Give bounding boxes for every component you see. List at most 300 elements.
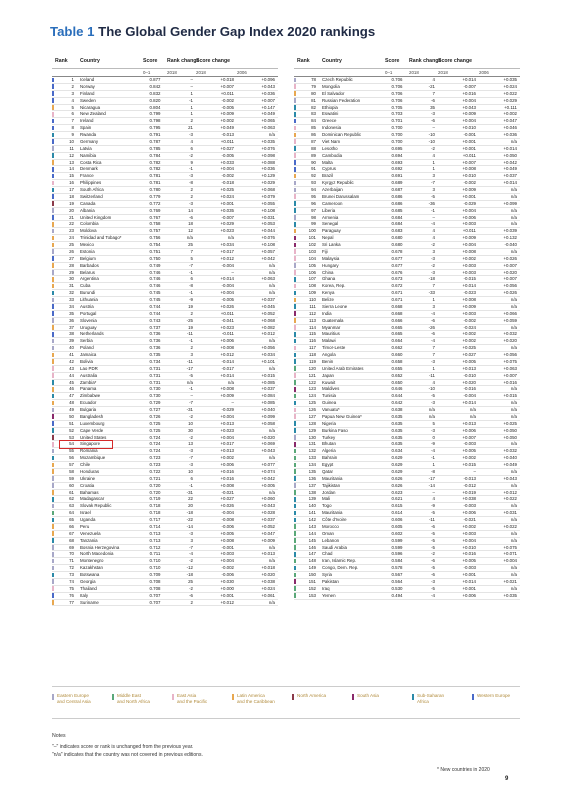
score-cell: 0.686 <box>391 200 403 206</box>
score-change-2018-cell: +0.004 <box>462 537 476 543</box>
region-swatch <box>52 408 54 413</box>
rank-change-cell: -6 <box>431 572 435 577</box>
region-swatch <box>52 359 54 364</box>
region-swatch <box>294 298 296 303</box>
score-cell: 0.706 <box>391 97 403 103</box>
rank-change-cell: -3 <box>431 255 435 261</box>
country-cell: United Kingdom <box>80 214 112 220</box>
country-cell: Sierra Leone <box>322 303 348 309</box>
table-row <box>294 572 520 579</box>
score-change-2006-cell: +0.007 <box>503 262 517 268</box>
score-change-2006-cell: +0.029 <box>503 97 517 103</box>
table-row <box>294 413 520 420</box>
rank-cell: 42 <box>69 358 74 364</box>
rank-cell: 98 <box>311 214 316 220</box>
table-row <box>294 407 520 414</box>
rank-cell: 33 <box>69 297 74 302</box>
score-cell: 0.758 <box>149 221 161 227</box>
table-row <box>52 90 278 97</box>
table-row <box>294 523 520 530</box>
rank-change-cell: -14 <box>186 523 193 529</box>
rank-cell: 22 <box>69 221 74 227</box>
header-country: Country <box>77 56 143 69</box>
rank-cell: 146 <box>308 544 316 550</box>
rank-change-cell: -3 <box>189 200 193 206</box>
score-change-2018-cell: +0.026 <box>220 303 234 309</box>
region-swatch <box>294 284 296 289</box>
score-cell: 0.751 <box>149 248 161 254</box>
country-cell: Italy <box>80 592 89 598</box>
score-cell: 0.686 <box>391 193 403 199</box>
region-swatch <box>294 524 296 529</box>
score-cell: 0.693 <box>391 159 403 165</box>
table-row <box>294 448 520 455</box>
table-row <box>294 585 520 592</box>
table-row <box>294 434 520 441</box>
score-change-2006-cell: n/a <box>510 503 517 509</box>
country-cell: Maldives <box>322 386 340 392</box>
country-cell: Tunisia <box>322 393 336 399</box>
region-swatch <box>294 188 296 193</box>
region-swatch <box>52 366 54 371</box>
country-cell: Czech Republic <box>322 77 353 82</box>
rank-cell: 79 <box>311 83 316 89</box>
score-change-2018-cell: +0.027 <box>220 145 234 151</box>
country-cell: Yemen <box>322 592 336 598</box>
country-cell: Kazakhstan <box>80 565 103 571</box>
country-cell: Mali <box>322 496 331 502</box>
rank-cell: 44 <box>69 372 74 378</box>
region-swatch <box>52 126 54 131</box>
region-swatch <box>52 442 54 447</box>
score-cell: 0.623 <box>391 489 403 495</box>
rank-cell: 85 <box>311 125 316 131</box>
score-change-2018-cell: +0.035 <box>220 207 234 213</box>
rank-change-cell: -33 <box>428 290 435 296</box>
rank-cell: 6 <box>71 111 74 117</box>
region-swatch <box>52 566 54 571</box>
rank-cell: 76 <box>69 592 74 598</box>
score-cell: 0.745 <box>149 297 161 302</box>
score-change-2018-cell: +0.025 <box>220 187 234 192</box>
country-cell: Cape Verde <box>80 427 104 433</box>
score-cell: 0.743 <box>149 317 161 323</box>
page-title <box>50 24 375 39</box>
score-change-2018-cell: +0.007 <box>462 159 476 165</box>
rank-cell: 113 <box>309 317 316 323</box>
table-row <box>52 180 278 187</box>
score-change-2018-cell: n/a <box>227 235 234 241</box>
country-cell: Namibia <box>80 152 97 158</box>
table-row <box>52 221 278 228</box>
score-change-2006-cell: +0.029 <box>261 180 275 186</box>
header-rank-change: Rank change <box>409 56 438 69</box>
region-swatch <box>52 511 54 516</box>
region-swatch <box>52 236 54 241</box>
table-row <box>294 338 520 345</box>
score-cell: 0.744 <box>149 310 161 316</box>
rank-cell: 75 <box>69 585 74 591</box>
score-change-2006-cell: +0.085 <box>261 379 275 385</box>
score-cell: 0.677 <box>391 255 403 261</box>
rank-cell: 90 <box>311 159 316 165</box>
table-row <box>52 152 278 159</box>
score-cell: 0.717 <box>149 517 161 522</box>
rank-change-cell: 1 <box>190 104 193 110</box>
score-change-2006-cell: +0.021 <box>503 578 517 584</box>
rank-change-cell: -11 <box>428 517 435 522</box>
score-change-2006-cell: +0.044 <box>261 228 275 234</box>
header-score-change: Score change <box>438 56 520 69</box>
score-change-2006-cell: +0.016 <box>503 379 517 385</box>
table-row <box>294 352 520 359</box>
score-cell: 0.723 <box>149 455 161 461</box>
table-row <box>52 118 278 125</box>
score-change-2006-cell: +0.007 <box>503 276 517 282</box>
rank-change-cell: 4 <box>432 496 435 502</box>
region-swatch <box>294 304 296 309</box>
country-cell: Bahrain <box>322 455 338 461</box>
region-swatch <box>52 291 54 296</box>
rank-change-cell: -10 <box>428 386 435 392</box>
score-change-2006-cell: n/a <box>268 599 275 605</box>
country-cell: Vanuatu* <box>322 407 340 412</box>
rank-cell: 34 <box>69 303 74 309</box>
country-cell: Lesotho <box>322 145 338 151</box>
score-change-2018-cell: +0.004 <box>220 558 234 564</box>
rank-change-cell: -14 <box>428 482 435 488</box>
region-swatch <box>294 339 296 344</box>
score-cell: 0.668 <box>391 310 403 316</box>
rank-cell: 48 <box>69 400 74 406</box>
score-cell: 0.564 <box>391 578 403 584</box>
region-swatch <box>294 463 296 468</box>
rank-change-cell: -9 <box>431 441 435 447</box>
score-cell: 0.781 <box>149 173 161 179</box>
legend-label-line2: and the Pacific <box>177 699 208 704</box>
rank-cell: 31 <box>69 283 74 289</box>
score-change-2018-cell: +0.008 <box>220 386 234 392</box>
score-change-2006-cell: +0.037 <box>503 173 517 179</box>
country-cell: Iceland <box>80 77 95 82</box>
score-change-2006-cell: n/a <box>268 283 275 289</box>
country-cell: Suriname <box>80 599 99 605</box>
country-cell: India <box>322 310 332 316</box>
table-row <box>52 407 278 414</box>
country-cell: Croatia <box>80 482 95 488</box>
region-swatch <box>52 518 54 523</box>
score-cell: 0.614 <box>391 510 403 516</box>
legend-label: Latin America <box>237 693 265 698</box>
country-cell: Mongolia <box>322 83 340 89</box>
legend-swatch <box>172 694 174 700</box>
score-cell: 0.731 <box>149 365 161 371</box>
score-change-2018-cell: -0.004 <box>463 393 476 399</box>
table-row <box>294 187 520 194</box>
score-change-2018-cell: -0.003 <box>463 503 476 509</box>
legend-label: Middle East <box>117 693 142 698</box>
region-swatch <box>52 304 54 309</box>
country-cell: Sri Lanka <box>322 242 341 247</box>
rank-change-cell: -6 <box>431 97 435 103</box>
score-change-2018-cell: -0.004 <box>221 283 234 289</box>
rank-change-cell: -17 <box>186 365 193 371</box>
score-change-2006-cell: +0.043 <box>261 83 275 89</box>
rank-change-cell: 5 <box>190 255 193 261</box>
country-cell: Kyrgyz Republic <box>322 180 354 186</box>
score-cell: 0.691 <box>391 173 403 179</box>
rank-cell: 29 <box>69 269 74 275</box>
rank-change-cell: 19 <box>188 303 193 309</box>
region-swatch <box>294 249 296 254</box>
country-cell: New Zealand <box>80 111 106 117</box>
score-change-2006-cell: +0.060 <box>261 496 275 502</box>
rank-change-cell: -1 <box>189 269 193 275</box>
rank-cell: 95 <box>311 193 316 199</box>
score-change-2006-cell: +0.050 <box>503 152 517 158</box>
score-change-2006-cell: +0.099 <box>261 413 275 419</box>
country-cell: Qatar <box>322 468 333 474</box>
region-swatch <box>294 318 296 323</box>
legend-swatch <box>352 694 354 700</box>
region-swatch <box>294 174 296 179</box>
table-row <box>52 489 278 496</box>
score-cell: 0.779 <box>149 193 161 199</box>
rank-cell: 105 <box>308 262 316 268</box>
score-cell: 0.708 <box>149 578 161 584</box>
country-cell: Japan <box>322 372 334 378</box>
rank-cell: 60 <box>69 482 74 488</box>
table-row <box>52 510 278 517</box>
score-change-2006-cell: +0.076 <box>261 235 275 241</box>
score-change-2018-cell: +0.011 <box>220 90 234 96</box>
table-row <box>294 420 520 427</box>
score-change-2006-cell: +0.043 <box>261 448 275 454</box>
score-cell: 0.530 <box>391 585 403 591</box>
rank-cell: 119 <box>309 358 316 364</box>
rank-cell: 43 <box>69 365 74 371</box>
region-swatch <box>294 421 296 426</box>
region-swatch <box>52 586 54 591</box>
score-change-2006-cell: +0.084 <box>261 393 275 399</box>
rank-change-cell: 3 <box>190 352 193 357</box>
rank-change-cell: -5 <box>431 537 435 543</box>
score-change-2018-cell: +0.009 <box>462 187 476 192</box>
country-cell: Dominican Republic <box>322 132 362 137</box>
score-change-2018-cell: +0.003 <box>462 221 476 227</box>
rank-cell: 8 <box>71 125 74 131</box>
score-change-2018-cell: +0.003 <box>462 262 476 268</box>
table-row <box>294 173 520 180</box>
score-change-2018-cell: +0.027 <box>220 496 234 502</box>
score-change-2018-cell: +0.006 <box>220 462 234 467</box>
region-swatch <box>52 373 54 378</box>
table-row <box>52 599 278 606</box>
table-row <box>294 276 520 283</box>
region-swatch <box>294 146 296 151</box>
rank-cell: 36 <box>69 317 74 323</box>
score-change-2018-cell: +0.008 <box>462 166 476 172</box>
region-swatch <box>52 428 54 433</box>
score-cell: 0.635 <box>391 427 403 433</box>
table-row <box>294 200 520 207</box>
country-cell: Lao PDR <box>80 365 98 371</box>
score-cell: 0.650 <box>391 379 403 385</box>
score-change-2006-cell: n/a <box>510 138 517 144</box>
table-row <box>52 400 278 407</box>
rank-change-cell: -21 <box>428 83 435 89</box>
rank-change-cell: -5 <box>431 530 435 536</box>
region-swatch <box>52 78 54 83</box>
table-row <box>294 331 520 338</box>
rank-change-cell: 10 <box>188 420 193 426</box>
rank-cell: 110 <box>309 297 316 302</box>
score-cell: 0.694 <box>391 152 403 158</box>
score-change-2018-cell: -0.021 <box>221 489 234 495</box>
rank-change-cell: 1 <box>432 462 435 467</box>
table-row <box>52 530 278 537</box>
table-row <box>52 462 278 469</box>
table-row <box>294 482 520 489</box>
score-change-2018-cell: +0.008 <box>462 297 476 302</box>
rank-change-cell: 21 <box>188 125 193 131</box>
note-unchanged: "–" indicates score or rank is unchanged from the previous year. <box>52 744 194 750</box>
subheader-rank-2018: 2018 <box>409 69 438 77</box>
header-rank-change: Rank change <box>167 56 196 69</box>
score-change-2018-cell: +0.023 <box>220 427 234 433</box>
country-cell: Congo, Dem. Rep. <box>322 565 359 571</box>
table-row <box>294 248 520 255</box>
region-swatch <box>294 359 296 364</box>
country-cell: Cyprus <box>322 166 336 172</box>
rank-change-cell: -5 <box>431 544 435 550</box>
rank-cell: 130 <box>308 434 316 440</box>
subheader-score-2006: 2006 <box>237 69 278 77</box>
score-change-2018-cell: +0.001 <box>462 572 476 577</box>
score-change-2006-cell: +0.035 <box>261 138 275 144</box>
score-cell: 0.644 <box>391 393 403 399</box>
country-cell: Madagascar <box>80 496 105 502</box>
rank-change-cell: -4 <box>431 448 435 454</box>
region-swatch <box>52 524 54 529</box>
score-cell: 0.725 <box>149 427 161 433</box>
rank-change-cell: 6 <box>190 276 193 282</box>
rank-change-cell: -10 <box>428 138 435 144</box>
score-change-2006-cell: +0.042 <box>261 475 275 481</box>
table-row <box>294 235 520 242</box>
score-cell: 0.724 <box>149 448 161 454</box>
legend-item <box>57 693 91 705</box>
score-cell: 0.724 <box>149 434 161 440</box>
score-change-2018-cell: +0.014 <box>462 400 476 406</box>
score-change-2006-cell: +0.039 <box>503 228 517 234</box>
rank-cell: 38 <box>69 331 74 337</box>
country-cell: Barbados <box>80 262 99 268</box>
table-row <box>52 104 278 111</box>
country-cell: Kenya <box>322 290 335 296</box>
table-row <box>294 269 520 276</box>
score-change-2018-cell: – <box>231 269 234 275</box>
score-cell: 0.678 <box>391 248 403 254</box>
score-change-2006-cell: +0.037 <box>261 297 275 302</box>
rank-change-cell: -5 <box>431 393 435 399</box>
rank-change-cell: 10 <box>188 468 193 474</box>
score-cell: 0.720 <box>149 489 161 495</box>
country-cell: Bangladesh <box>80 413 104 419</box>
rank-cell: 112 <box>309 310 316 316</box>
table-row <box>52 503 278 510</box>
country-cell: Albania <box>80 207 95 213</box>
region-swatch <box>294 353 296 358</box>
table-row <box>52 207 278 214</box>
subheader-score-2006: 2006 <box>479 69 520 77</box>
rank-cell: 18 <box>69 193 74 199</box>
score-change-2018-cell: -0.024 <box>463 324 476 330</box>
rank-cell: 153 <box>308 592 316 598</box>
score-change-2006-cell: +0.015 <box>261 372 275 378</box>
country-cell: Switzerland <box>80 193 103 199</box>
score-change-2006-cell: n/a <box>268 290 275 296</box>
region-swatch <box>52 579 54 584</box>
score-change-2018-cell: +0.009 <box>220 393 234 399</box>
score-change-2006-cell: +0.024 <box>503 83 517 89</box>
rank-cell: 145 <box>308 537 316 543</box>
region-swatch <box>52 545 54 550</box>
table-row <box>294 152 520 159</box>
score-cell: 0.711 <box>149 551 161 557</box>
country-cell: Jamaica <box>80 352 97 357</box>
rank-cell: 74 <box>69 578 74 584</box>
rank-change-cell: -3 <box>431 427 435 433</box>
score-change-2018-cell: +0.002 <box>462 455 476 461</box>
region-swatch <box>294 98 296 103</box>
score-change-2006-cell: +0.049 <box>261 111 275 117</box>
rank-cell: 27 <box>69 255 74 261</box>
score-change-2006-cell: n/a <box>510 407 517 412</box>
table-row <box>294 544 520 551</box>
score-change-2006-cell: +0.059 <box>503 317 517 323</box>
score-cell: 0.684 <box>391 214 403 220</box>
table-row <box>52 276 278 283</box>
region-swatch <box>294 236 296 241</box>
table-row <box>52 269 278 276</box>
score-cell: 0.567 <box>391 572 403 577</box>
score-change-2006-cell: +0.032 <box>503 448 517 454</box>
rank-cell: 26 <box>69 248 74 254</box>
score-cell: 0.712 <box>149 544 161 550</box>
score-cell: 0.730 <box>149 393 161 399</box>
rank-cell: 66 <box>69 523 74 529</box>
score-change-2006-cell: n/a <box>510 324 517 330</box>
score-change-2018-cell: +0.013 <box>462 365 476 371</box>
table-row <box>52 386 278 393</box>
score-cell: 0.629 <box>391 455 403 461</box>
rank-change-cell: n/a <box>428 413 435 419</box>
score-cell: 0.671 <box>391 297 403 302</box>
region-swatch <box>52 84 54 89</box>
score-cell: 0.596 <box>391 551 403 557</box>
table-row <box>52 455 278 462</box>
score-change-2006-cell: +0.058 <box>261 420 275 426</box>
score-change-2006-cell: +0.037 <box>261 517 275 522</box>
score-cell: 0.665 <box>391 324 403 330</box>
score-cell: 0.754 <box>149 242 161 247</box>
rank-change-cell: -2 <box>431 242 435 247</box>
score-change-2006-cell: +0.147 <box>261 104 275 110</box>
score-change-2018-cell: +0.043 <box>462 104 476 110</box>
country-cell: Azerbaijan <box>322 187 343 192</box>
score-cell: 0.785 <box>149 145 161 151</box>
